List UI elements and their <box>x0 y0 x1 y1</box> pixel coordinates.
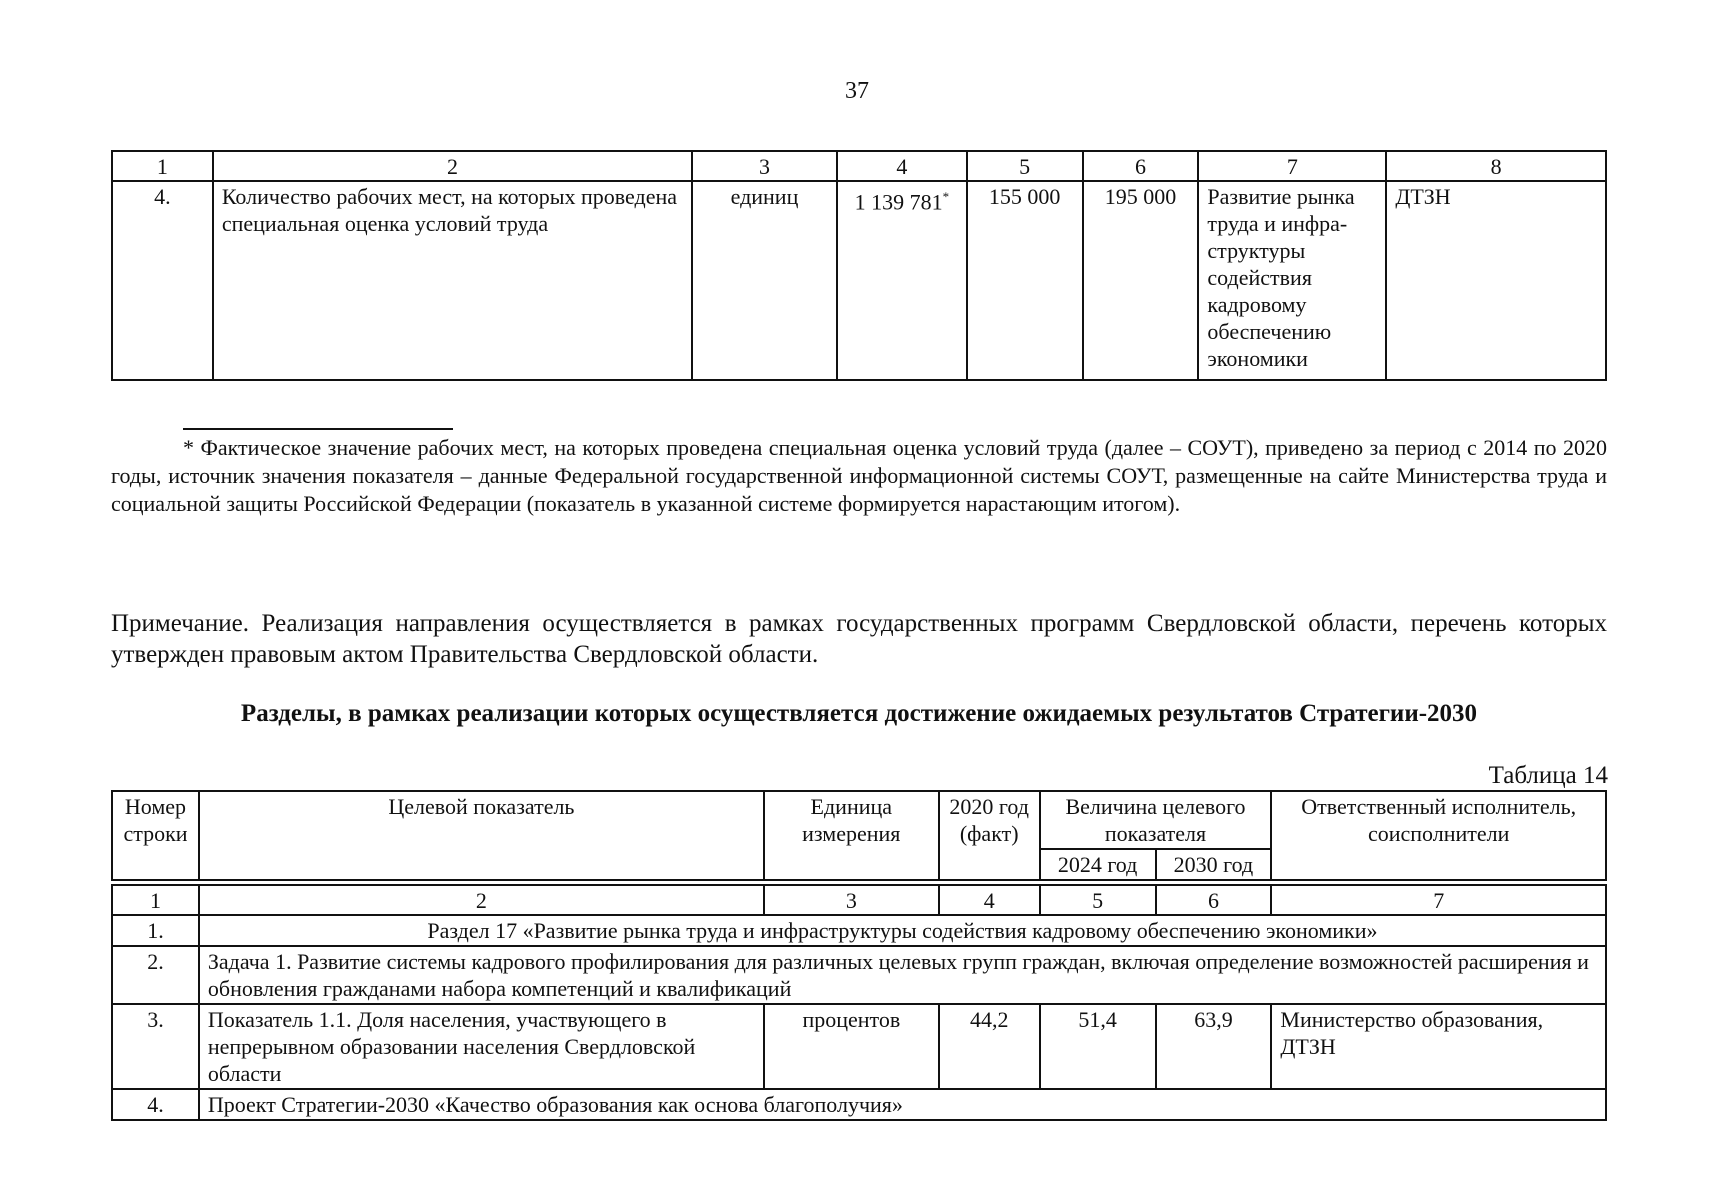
column-number: 7 <box>1198 151 1386 181</box>
indicator-table-continued <box>111 150 1607 381</box>
header-responsible: Ответственный исполнитель, соисполнители <box>1271 791 1606 880</box>
footnote-separator <box>183 428 453 430</box>
note: Примечание. Реализация направления осуществляется в рамках государственных программ Свердловской области, перечень которых утвержден правовым актом Правительства Свердловской области. <box>111 610 1607 668</box>
unit: единиц <box>692 181 837 380</box>
column-number: 2 <box>199 885 764 915</box>
table-row <box>112 915 1606 946</box>
indicator-name: Показатель 1.1. Доля населения, участвующего в непрерывном образовании населения Свердловской области <box>199 1004 764 1089</box>
header-indicator: Целевой показатель <box>199 791 764 880</box>
column-number: 6 <box>1156 885 1272 915</box>
project-row-text: Проект Стратегии-2030 «Качество образования как основа благополучия» <box>199 1089 1606 1120</box>
column-number-row <box>112 885 1606 915</box>
table-row <box>112 946 1606 1004</box>
fact-value-cell <box>837 181 967 380</box>
header-2024: 2024 год <box>1040 849 1156 880</box>
row-number: 1. <box>112 915 199 946</box>
column-number: 1 <box>112 151 213 181</box>
column-number: 2 <box>213 151 692 181</box>
table-row <box>112 1004 1606 1089</box>
table-row <box>112 181 1606 380</box>
table-14-header <box>111 790 1607 881</box>
column-number: 3 <box>764 885 939 915</box>
responsible: Министерство образования, ДТЗН <box>1271 1004 1606 1089</box>
header-row-number: Номер строки <box>112 791 199 880</box>
table-14-body <box>111 884 1607 1121</box>
column-number: 3 <box>692 151 837 181</box>
fact-value: 1 139 781 <box>854 189 943 215</box>
column-number: 5 <box>967 151 1083 181</box>
indicator-name: Количество рабочих мест, на которых проведена специальная оценка условий труда <box>213 181 692 380</box>
column-number: 7 <box>1271 885 1606 915</box>
footnote: * Фактическое значение рабочих мест, на которых проведена специальная оценка условий труда (далее – СОУТ), приведено за период с 2014 по 2020 годы, источник значения показателя – данные Федеральной государственной информационной системы СОУТ, размещенные на сайте Министерства труда и социальной защиты Российской Федерации (показатель в указанной системе формируется нарастающим итогом). <box>111 435 1607 516</box>
column-number: 6 <box>1083 151 1199 181</box>
section-name: Развитие рынка труда и инфра-структуры содействия кадровому обеспечению экономики <box>1198 181 1386 380</box>
responsible: ДТЗН <box>1386 181 1606 380</box>
column-number: 4 <box>939 885 1040 915</box>
value-2030: 63,9 <box>1156 1004 1272 1089</box>
column-number: 5 <box>1040 885 1156 915</box>
section-row-text: Раздел 17 «Развитие рынка труда и инфраструктуры содействия кадровому обеспечению экономики» <box>199 915 1606 946</box>
header-2030: 2030 год <box>1156 849 1272 880</box>
column-number: 4 <box>837 151 967 181</box>
header-year-fact: 2020 год (факт) <box>939 791 1040 880</box>
column-number: 8 <box>1386 151 1606 181</box>
column-number-row <box>112 151 1606 181</box>
value-2024: 155 000 <box>967 181 1083 380</box>
row-number: 4. <box>112 1089 199 1120</box>
row-number: 4. <box>112 181 213 380</box>
unit: процентов <box>764 1004 939 1089</box>
section-heading: Разделы, в рамках реализации которых осуществляется достижение ожидаемых результатов Стратегии-2030 <box>240 700 1478 727</box>
footnote-marker: * <box>942 189 950 204</box>
value-2030: 195 000 <box>1083 181 1199 380</box>
page-number: 37 <box>845 78 869 104</box>
task-row-text: Задача 1. Развитие системы кадрового профилирования для различных целевых групп граждан, включая определение возможностей расширения и обновления гражданами набора компетенций и квалификаций <box>199 946 1606 1004</box>
table-caption: Таблица 14 <box>1488 762 1608 789</box>
row-number: 2. <box>112 946 199 1004</box>
header-unit: Единица измерения <box>764 791 939 880</box>
value-2020: 44,2 <box>939 1004 1040 1089</box>
column-number: 1 <box>112 885 199 915</box>
row-number: 3. <box>112 1004 199 1089</box>
header-target-value: Величина целевого показателя <box>1040 791 1272 849</box>
value-2024: 51,4 <box>1040 1004 1156 1089</box>
table-row <box>112 1089 1606 1120</box>
